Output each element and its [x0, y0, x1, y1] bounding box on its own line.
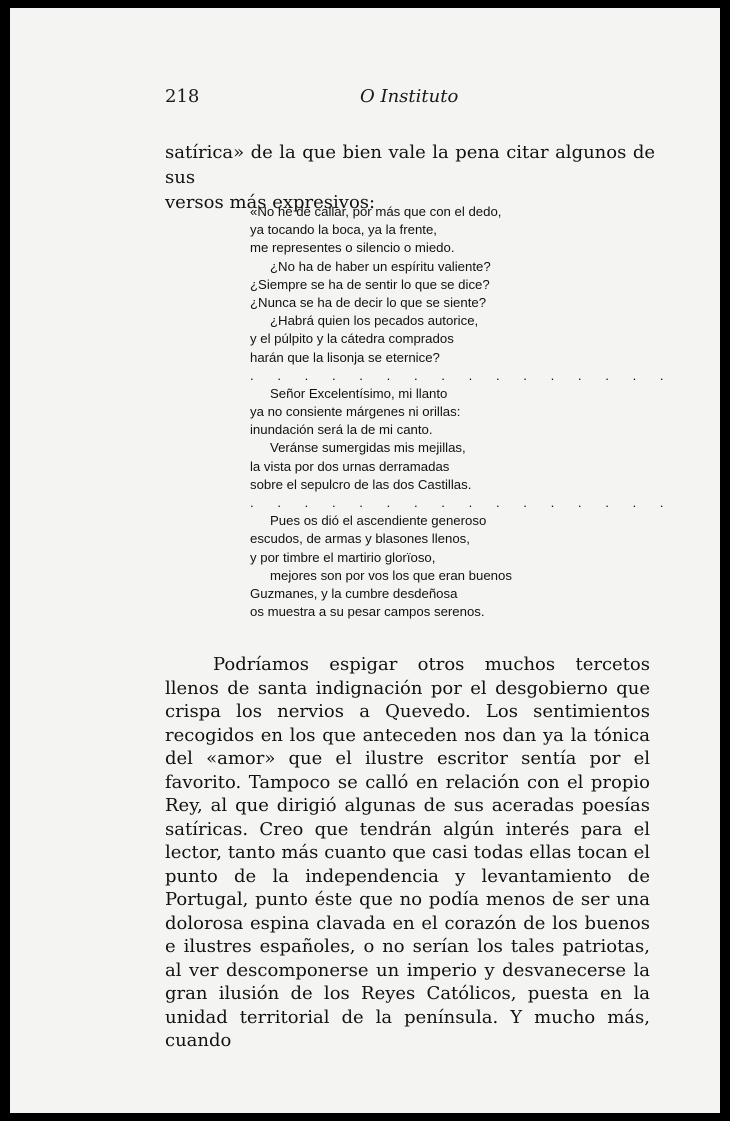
verse-line: la vista por dos urnas derramadas [250, 458, 450, 474]
verse-line: os muestra a su pesar campos serenos. [250, 604, 485, 620]
verse-line: inundación será la de mi canto. [250, 422, 433, 438]
intro-line: versos más expresivos: [165, 192, 376, 213]
verse-line: ¿Siempre se ha de sentir lo que se dice? [250, 276, 490, 292]
verse-line: y por timbre el martirio glorïoso, [250, 549, 436, 565]
body-text [165, 653, 650, 1053]
ellipsis-separator: . . . . . . . . . . . . . . . . [250, 495, 674, 510]
running-header [165, 86, 655, 116]
verse-line: Pues os dió el ascendiente generoso [270, 513, 487, 529]
journal-title: O Instituto [360, 86, 459, 107]
verse-line: mejores son por vos los que eran buenos [270, 567, 512, 583]
ellipsis-separator: . . . . . . . . . . . . . . . . [250, 367, 674, 383]
verse-quotation [250, 203, 674, 621]
verse-line: escudos, de armas y blasones llenos, [250, 531, 470, 547]
verse-line: sobre el sepulcro de las dos Castillas. [250, 476, 472, 492]
verse-line: ¿No ha de haber un espíritu valiente? [270, 258, 491, 274]
verse-line: Señor Excelentísimo, mi llanto [270, 385, 448, 401]
verse-line: me representes o silencio o miedo. [250, 240, 455, 256]
verse-line: Veránse sumergidas mis mejillas, [270, 440, 466, 456]
verse-line: ya no consiente márgenes ni orillas: [250, 404, 461, 420]
page [10, 8, 720, 1113]
verse-line: y el púlpito y la cátedra comprados [250, 331, 454, 347]
verse-line: ¿Nunca se ha de decir lo que se siente? [250, 294, 487, 310]
intro-line: satírica» de la que bien vale la pena citar algunos de sus [165, 142, 655, 188]
verse-line: ¿Habrá quien los pecados autorice, [270, 313, 479, 329]
page-number: 218 [165, 86, 200, 107]
verse-line: ya tocando la boca, ya la frente, [250, 222, 437, 238]
verse-line: Guzmanes, y la cumbre desdeñosa [250, 585, 458, 601]
verse-line: «No he de callar, por más que con el dedo, [250, 204, 502, 219]
verse-line: harán que la lisonja se eternice? [250, 349, 440, 365]
body-paragraph: Podríamos espigar otros muchos tercetos llenos de santa indignación por el desgobierno que crispa los nervios a Quevedo. Los sentimientos recogidos en los que anteceden nos dan ya la tónica del «amor» que el ilustre escritor sentía por el favorito. Tampoco se calló en relación con el propio Rey, al que dirigió algunas de sus aceradas poesías satíricas. Creo que tendrán algún interés para el lector, tanto más cuanto que casi todas ellas tocan el punto de la independencia y levantamiento de Portugal, punto éste que no podía menos de ser una dolorosa espina clavada en el corazón de los buenos e ilustres españoles, o no serían los tales patriotas, al ver descomponerse un imperio y desvanecerse la gran ilusión de los Reyes Católicos, puesta en la unidad territorial de la península. Y mucho más, cuando [165, 654, 650, 1051]
